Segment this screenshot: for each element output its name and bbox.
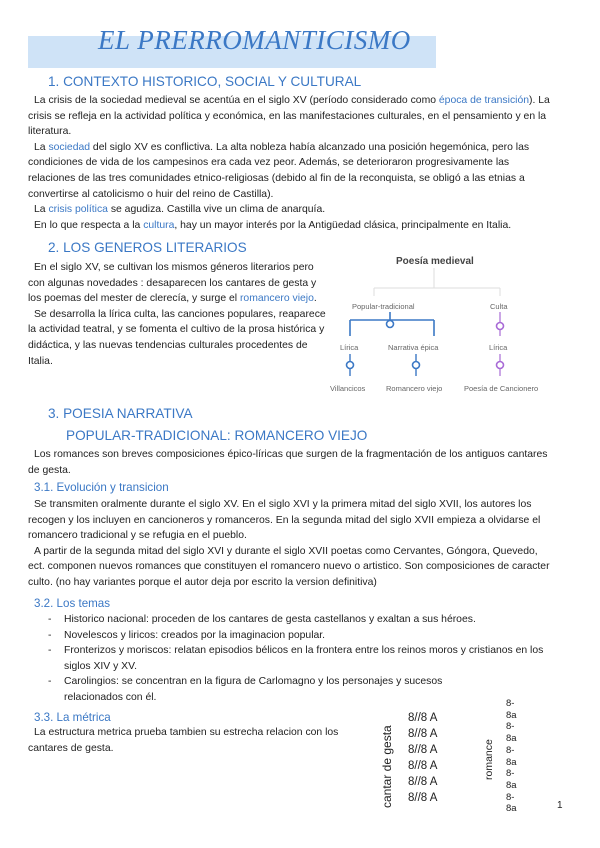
- node-popular: Popular-tradicional: [352, 302, 415, 311]
- node-cancionero: Poesía de Cancionero: [464, 384, 539, 393]
- subsection-3-3-body: La estructura metrica prueba tambien su estrecha relacion con los cantares de gesta.: [28, 727, 339, 754]
- node-villancicos: Villancicos: [330, 384, 366, 393]
- section-3-heading: 3. POESIA NARRATIVA: [48, 406, 193, 421]
- subsection-3-1-heading: 3.1. Evolución y transicion: [34, 481, 169, 494]
- section-3-subheading: POPULAR-TRADICIONAL: ROMANCERO VIEJO: [66, 428, 368, 443]
- node-romancero: Romancero viejo: [386, 384, 443, 393]
- diagram-title: Poesía medieval: [396, 256, 474, 267]
- diagram-lines: [334, 250, 574, 400]
- cantar-metric: 8//8 A 8//8 A 8//8 A 8//8 A 8//8 A 8//8 A: [408, 712, 438, 804]
- list-item: - Novelescos y liricos: creados por la imaginacion popular.: [46, 628, 552, 644]
- node-culta: Culta: [490, 302, 508, 311]
- list-item: - Historico nacional: proceden de los cantares de gesta castellanos y exaltan a sus héroes.: [46, 612, 552, 628]
- section-1-heading: 1. CONTEXTO HISTORICO, SOCIAL Y CULTURAL: [48, 74, 362, 89]
- subsection-3-1-body: Se transmiten oralmente durante el siglo XV. En el siglo XVI y la primera mitad del siglo XVII, los autores los recogen y los incluyen en cancioneros y romanceros. En la segunda mitad del siglo XVII empieza a olvidarse el romancero tradicional y se refugia en el pueblo. A partir de la segunda mitad del siglo XVI y durante el siglo XVII poetas como Cervantes, Góngora, Quevedo, ect. componen nuevos romances que constituyen el romancero nuevo o artistico. Son composiciones de caracter culto. (no hay variantes porque el autor deja por escrito la version definitiva): [28, 499, 550, 588]
- page-title: EL PRERROMANTICISMO: [98, 25, 411, 55]
- subsection-3-2-heading: 3.2. Los temas: [34, 597, 111, 610]
- node-narrativa: Narrativa épica: [388, 343, 439, 352]
- temas-list: [46, 612, 552, 706]
- node-lirica-popular: Lírica: [340, 343, 359, 352]
- section-2-heading: 2. LOS GENEROS LITERARIOS: [48, 240, 247, 255]
- page-number: 1: [557, 800, 563, 811]
- node-lirica-culta: Lírica: [489, 343, 508, 352]
- list-item: - Fronterizos y moriscos: relatan episodios bélicos en la frontera entre los reinos moros y cristianos en los siglos XIV y XV.: [46, 643, 552, 674]
- section-2-body: En el siglo XV, se cultivan los mismos géneros literarios pero con algunas novedades : desaparecen los cantares de gesta y los poemas del mester de clerecía, y surge el romancero viejo. Se desarrolla la lírica culta, las canciones populares, reaparece la actividad teatral, y se fomenta el cultivo de la prosa histórica y didáctica, y las nuevas tendencias culturales procedentes de Italia.: [28, 262, 326, 367]
- romance-label: romance: [483, 739, 495, 780]
- poesia-medieval-diagram: [330, 250, 574, 400]
- subsection-3-3-heading: 3.3. La métrica: [34, 711, 111, 724]
- cantar-label: cantar de gesta: [380, 725, 394, 808]
- list-item: - Carolingios: se concentran en la figura de Carlomagno y los personajes y sucesos relacionados con él.: [46, 674, 504, 705]
- romance-metric: 8- 8a 8- 8a 8- 8a 8- 8a 8- 8a: [506, 698, 517, 815]
- section-1-body: La crisis de la sociedad medieval se acentúa en el siglo XV (período considerado como época de transición). La crisis se refleja en la actividad política y económica, en las manifestaciones culturales, en el pensamiento y en la literatura. La sociedad del siglo XV es conflictiva. La alta nobleza había alcanzado una posición hegemónica, pero las condiciones de vida de los campesinos era cada vez peor. Además, se deterioraron progresivamente las relaciones de las tres comunidades etnico-religiosas (debido al fin de la reconquista, se obligó a las etnias a convertirse al catolicismo o huir del reino de Castilla). La crisis política se agudiza. Castilla vive un clima de anarquía. En lo que respecta a la cultura, hay un mayor interés por la Antigüedad clásica, principalmente en Italia.: [28, 95, 550, 231]
- section-3-intro: Los romances son breves composiciones épico-líricas que surgen de la fragmentación de los antiguos cantares de gesta.: [28, 449, 548, 476]
